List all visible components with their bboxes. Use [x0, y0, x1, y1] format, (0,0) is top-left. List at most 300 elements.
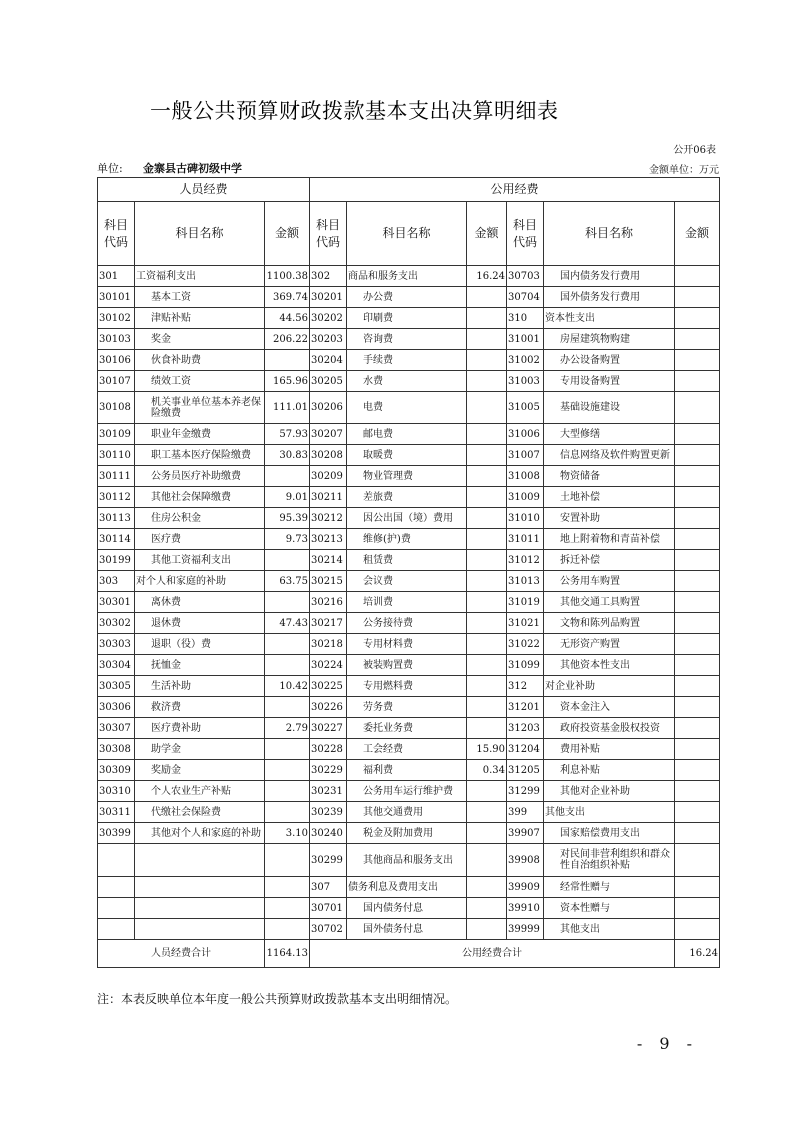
subject-code: 30231 — [310, 781, 347, 802]
subject-code: 30114 — [98, 529, 135, 550]
table-row — [98, 592, 720, 613]
subject-name: 公务用车购置 — [544, 571, 675, 592]
table-row — [98, 676, 720, 697]
subject-name: 退休费 — [135, 613, 265, 634]
subject-code: 39910 — [507, 898, 544, 919]
column-header-row — [98, 202, 720, 266]
subject-name: 因公出国（境）费用 — [347, 508, 467, 529]
form-number: 公开06表 — [673, 145, 716, 156]
amount-cell — [467, 466, 507, 487]
subject-code: 30239 — [310, 802, 347, 823]
amount-cell — [467, 308, 507, 329]
subject-code: 307 — [310, 877, 347, 898]
amount-cell — [265, 655, 310, 676]
amount-cell — [265, 550, 310, 571]
subject-code: 39908 — [507, 844, 544, 877]
subject-name: 安置补助 — [544, 508, 675, 529]
subject-code: 39909 — [507, 877, 544, 898]
name-header: 科目名称 — [544, 202, 675, 266]
subject-code: 39999 — [507, 919, 544, 940]
name-header: 科目名称 — [135, 202, 265, 266]
subject-name: 费用补贴 — [544, 739, 675, 760]
table-row — [98, 634, 720, 655]
amount-cell — [467, 781, 507, 802]
amount-cell: 95.39 — [265, 508, 310, 529]
amount-cell — [675, 571, 720, 592]
table-row — [98, 823, 720, 844]
subject-name: 文物和陈列品购置 — [544, 613, 675, 634]
group-header-row — [98, 178, 720, 202]
amount-cell — [675, 739, 720, 760]
subject-name: 退职（役）费 — [135, 634, 265, 655]
money-unit: 金额单位：万元 — [649, 165, 719, 176]
subject-code: 31011 — [507, 529, 544, 550]
amount-cell — [265, 802, 310, 823]
amount-cell — [467, 919, 507, 940]
unit-label: 单位: — [97, 162, 123, 175]
subject-name: 办公设备购置 — [544, 350, 675, 371]
subject-name: 电费 — [347, 392, 467, 424]
table-row — [98, 697, 720, 718]
subject-code: 30107 — [98, 371, 135, 392]
table-row — [98, 529, 720, 550]
subject-name: 会议费 — [347, 571, 467, 592]
subject-name: 政府投资基金股权投资 — [544, 718, 675, 739]
subject-name: 职工基本医疗保险缴费 — [135, 445, 265, 466]
subject-code: 30106 — [98, 350, 135, 371]
subject-code: 30701 — [310, 898, 347, 919]
subject-name: 手续费 — [347, 350, 467, 371]
subject-code: 31205 — [507, 760, 544, 781]
subject-name — [135, 877, 265, 898]
subject-name: 商品和服务支出 — [347, 266, 467, 287]
subject-name: 地上附着物和青苗补偿 — [544, 529, 675, 550]
amount-cell — [467, 445, 507, 466]
subject-code: 310 — [507, 308, 544, 329]
subject-name: 福利费 — [347, 760, 467, 781]
amount-cell: 30.83 — [265, 445, 310, 466]
amount-cell — [675, 823, 720, 844]
subject-code: 30214 — [310, 550, 347, 571]
table-row — [98, 266, 720, 287]
subject-name: 咨询费 — [347, 329, 467, 350]
subject-code: 30110 — [98, 445, 135, 466]
subject-name: 其他交通费用 — [347, 802, 467, 823]
table-row — [98, 308, 720, 329]
subject-code: 30306 — [98, 697, 135, 718]
amount-cell — [675, 371, 720, 392]
subject-code: 30216 — [310, 592, 347, 613]
subject-code: 30199 — [98, 550, 135, 571]
table-row — [98, 487, 720, 508]
subject-name: 其他资本性支出 — [544, 655, 675, 676]
amount-cell — [265, 634, 310, 655]
subject-code: 30310 — [98, 781, 135, 802]
amount-cell — [467, 718, 507, 739]
subject-code: 30207 — [310, 424, 347, 445]
amount-cell — [675, 350, 720, 371]
subject-code: 30228 — [310, 739, 347, 760]
amount-cell — [265, 592, 310, 613]
subject-name: 对民间非营利组织和群众性自治组织补贴 — [544, 844, 675, 877]
subject-name: 差旅费 — [347, 487, 467, 508]
table-row — [98, 550, 720, 571]
amount-cell: 165.96 — [265, 371, 310, 392]
amount-cell: 369.74 — [265, 287, 310, 308]
subject-name: 基本工资 — [135, 287, 265, 308]
subject-name: 国外债务发行费用 — [544, 287, 675, 308]
subject-code: 303 — [98, 571, 135, 592]
amount-cell — [675, 802, 720, 823]
subject-code: 30108 — [98, 392, 135, 424]
subject-name: 专用设备购置 — [544, 371, 675, 392]
amount-cell — [467, 676, 507, 697]
subject-name: 无形资产购置 — [544, 634, 675, 655]
subject-code: 30218 — [310, 634, 347, 655]
unit-name: 金寨县古碑初级中学 — [143, 162, 242, 175]
subject-code: 31299 — [507, 781, 544, 802]
amount-cell — [675, 718, 720, 739]
amount-cell — [675, 655, 720, 676]
amount-cell — [265, 739, 310, 760]
personnel-header: 人员经费 — [98, 178, 310, 202]
subject-code: 31001 — [507, 329, 544, 350]
subject-name — [135, 919, 265, 940]
amount-cell — [467, 634, 507, 655]
subject-code: 30102 — [98, 308, 135, 329]
amount-cell — [675, 781, 720, 802]
subject-code — [98, 919, 135, 940]
subject-name: 债务利息及费用支出 — [347, 877, 467, 898]
code-header: 科目代码 — [98, 202, 135, 266]
subject-code: 312 — [507, 676, 544, 697]
subject-code: 30304 — [98, 655, 135, 676]
table-row — [98, 424, 720, 445]
code-header: 科目代码 — [507, 202, 544, 266]
name-header: 科目名称 — [347, 202, 467, 266]
table-row — [98, 898, 720, 919]
amount-cell — [675, 697, 720, 718]
subject-name: 个人农业生产补贴 — [135, 781, 265, 802]
amount-header: 金额 — [675, 202, 720, 266]
subject-code: 30217 — [310, 613, 347, 634]
subject-code: 31021 — [507, 613, 544, 634]
subject-code: 31099 — [507, 655, 544, 676]
subject-code: 302 — [310, 266, 347, 287]
subject-name: 奖励金 — [135, 760, 265, 781]
amount-cell — [675, 392, 720, 424]
subject-code: 31006 — [507, 424, 544, 445]
subject-code: 30215 — [310, 571, 347, 592]
personnel-total-label: 人员经费合计 — [98, 940, 265, 968]
subject-code: 30103 — [98, 329, 135, 350]
amount-cell — [467, 529, 507, 550]
subject-name: 其他对企业补助 — [544, 781, 675, 802]
table-row — [98, 877, 720, 898]
subject-code — [98, 898, 135, 919]
subject-code: 30225 — [310, 676, 347, 697]
footnote: 注：本表反映单位本年度一般公共预算财政拨款基本支出明细情况。 — [97, 992, 458, 1006]
subject-name: 其他商品和服务支出 — [347, 844, 467, 877]
subject-code: 30399 — [98, 823, 135, 844]
subject-code: 30299 — [310, 844, 347, 877]
amount-cell — [467, 329, 507, 350]
subject-name: 医疗费补助 — [135, 718, 265, 739]
amount-cell — [467, 392, 507, 424]
subject-code — [98, 877, 135, 898]
table-row — [98, 508, 720, 529]
subject-code: 30702 — [310, 919, 347, 940]
subject-code: 30302 — [98, 613, 135, 634]
subject-name: 伙食补助费 — [135, 350, 265, 371]
subject-code: 30211 — [310, 487, 347, 508]
subject-name: 资本金注入 — [544, 697, 675, 718]
public-total-label: 公用经费合计 — [310, 940, 675, 968]
subject-code — [98, 844, 135, 877]
subject-code: 31013 — [507, 571, 544, 592]
subject-name: 奖金 — [135, 329, 265, 350]
totals-row — [98, 940, 720, 968]
amount-cell — [675, 676, 720, 697]
amount-header: 金额 — [265, 202, 310, 266]
subject-code: 30111 — [98, 466, 135, 487]
amount-cell — [675, 919, 720, 940]
amount-cell — [467, 287, 507, 308]
subject-code: 30224 — [310, 655, 347, 676]
amount-cell: 111.01 — [265, 392, 310, 424]
subject-name: 经常性赠与 — [544, 877, 675, 898]
subject-code: 30204 — [310, 350, 347, 371]
unit-row — [97, 160, 719, 176]
table-row — [98, 350, 720, 371]
subject-code: 30305 — [98, 676, 135, 697]
subject-code: 31003 — [507, 371, 544, 392]
subject-name: 其他交通工具购置 — [544, 592, 675, 613]
subject-name: 维修(护)费 — [347, 529, 467, 550]
subject-name: 房屋建筑物购建 — [544, 329, 675, 350]
subject-code: 30229 — [310, 760, 347, 781]
amount-cell — [467, 424, 507, 445]
subject-name: 国内债务发行费用 — [544, 266, 675, 287]
subject-name: 对个人和家庭的补助 — [135, 571, 265, 592]
amount-cell — [265, 350, 310, 371]
subject-name: 税金及附加费用 — [347, 823, 467, 844]
subject-name — [135, 898, 265, 919]
subject-name: 对企业补助 — [544, 676, 675, 697]
amount-cell — [675, 466, 720, 487]
subject-code: 31009 — [507, 487, 544, 508]
subject-name — [135, 844, 265, 877]
subject-name: 工会经费 — [347, 739, 467, 760]
subject-code: 31204 — [507, 739, 544, 760]
subject-code: 30309 — [98, 760, 135, 781]
subject-name: 培训费 — [347, 592, 467, 613]
subject-code: 30201 — [310, 287, 347, 308]
table-row — [98, 371, 720, 392]
amount-cell — [265, 760, 310, 781]
personnel-total-value: 1164.13 — [265, 940, 310, 968]
amount-cell — [467, 487, 507, 508]
subject-name: 公务接待费 — [347, 613, 467, 634]
page-number: - 9 - — [636, 1034, 698, 1053]
table-row — [98, 445, 720, 466]
amount-cell — [467, 571, 507, 592]
amount-header: 金额 — [467, 202, 507, 266]
amount-cell — [675, 550, 720, 571]
amount-cell — [467, 613, 507, 634]
subject-name: 工资福利支出 — [135, 266, 265, 287]
subject-name: 信息网络及软件购置更新 — [544, 445, 675, 466]
amount-cell: 1100.38 — [265, 266, 310, 287]
amount-cell — [675, 898, 720, 919]
subject-code: 31022 — [507, 634, 544, 655]
subject-name: 其他工资福利支出 — [135, 550, 265, 571]
amount-cell: 9.73 — [265, 529, 310, 550]
amount-cell — [467, 655, 507, 676]
subject-name: 资本性赠与 — [544, 898, 675, 919]
subject-name: 住房公积金 — [135, 508, 265, 529]
subject-code: 30202 — [310, 308, 347, 329]
subject-code: 30206 — [310, 392, 347, 424]
subject-code: 30205 — [310, 371, 347, 392]
subject-code: 30101 — [98, 287, 135, 308]
amount-cell: 57.93 — [265, 424, 310, 445]
subject-code: 31008 — [507, 466, 544, 487]
table-row — [98, 392, 720, 424]
subject-name: 资本性支出 — [544, 308, 675, 329]
subject-name: 助学金 — [135, 739, 265, 760]
subject-name: 基础设施建设 — [544, 392, 675, 424]
amount-cell — [467, 697, 507, 718]
amount-cell — [265, 781, 310, 802]
table-row — [98, 613, 720, 634]
subject-name: 代缴社会保险费 — [135, 802, 265, 823]
subject-name: 公务用车运行维护费 — [347, 781, 467, 802]
amount-cell — [675, 445, 720, 466]
amount-cell — [467, 550, 507, 571]
table-row — [98, 718, 720, 739]
amount-cell — [265, 919, 310, 940]
table-row — [98, 571, 720, 592]
amount-cell — [265, 898, 310, 919]
amount-cell: 206.22 — [265, 329, 310, 350]
amount-cell — [467, 898, 507, 919]
subject-name: 印刷费 — [347, 308, 467, 329]
subject-name: 其他社会保障缴费 — [135, 487, 265, 508]
amount-cell — [675, 487, 720, 508]
amount-cell — [675, 844, 720, 877]
table-row — [98, 739, 720, 760]
subject-name: 救济费 — [135, 697, 265, 718]
amount-cell — [675, 592, 720, 613]
subject-name: 委托业务费 — [347, 718, 467, 739]
table-row — [98, 781, 720, 802]
subject-code: 30227 — [310, 718, 347, 739]
amount-cell — [675, 266, 720, 287]
subject-name: 医疗费 — [135, 529, 265, 550]
amount-cell — [467, 350, 507, 371]
subject-code: 30311 — [98, 802, 135, 823]
subject-code: 39907 — [507, 823, 544, 844]
table-row — [98, 760, 720, 781]
subject-code: 30226 — [310, 697, 347, 718]
subject-name: 职业年金缴费 — [135, 424, 265, 445]
subject-name: 拆迁补偿 — [544, 550, 675, 571]
subject-name: 生活补助 — [135, 676, 265, 697]
subject-name: 其他支出 — [544, 919, 675, 940]
subject-code: 31012 — [507, 550, 544, 571]
amount-cell — [675, 287, 720, 308]
amount-cell: 47.43 — [265, 613, 310, 634]
subject-code: 30212 — [310, 508, 347, 529]
amount-cell — [675, 634, 720, 655]
subject-name: 邮电费 — [347, 424, 467, 445]
subject-code: 301 — [98, 266, 135, 287]
subject-code: 30308 — [98, 739, 135, 760]
code-header: 科目代码 — [310, 202, 347, 266]
subject-name: 办公费 — [347, 287, 467, 308]
subject-name: 劳务费 — [347, 697, 467, 718]
amount-cell — [675, 613, 720, 634]
subject-code: 31019 — [507, 592, 544, 613]
subject-name: 大型修缮 — [544, 424, 675, 445]
amount-cell — [675, 329, 720, 350]
table-row — [98, 844, 720, 877]
table-row — [98, 287, 720, 308]
subject-code: 31007 — [507, 445, 544, 466]
subject-name: 其他支出 — [544, 802, 675, 823]
amount-cell — [467, 508, 507, 529]
amount-cell: 3.10 — [265, 823, 310, 844]
subject-name: 利息补贴 — [544, 760, 675, 781]
subject-name: 物资储备 — [544, 466, 675, 487]
subject-code: 31002 — [507, 350, 544, 371]
subject-name: 水费 — [347, 371, 467, 392]
amount-cell: 0.34 — [467, 760, 507, 781]
subject-name: 国内债务付息 — [347, 898, 467, 919]
subject-name: 国外债务付息 — [347, 919, 467, 940]
subject-name: 租赁费 — [347, 550, 467, 571]
subject-name: 被装购置费 — [347, 655, 467, 676]
subject-code: 30303 — [98, 634, 135, 655]
subject-name: 离休费 — [135, 592, 265, 613]
subject-code: 30704 — [507, 287, 544, 308]
amount-cell: 16.24 — [467, 266, 507, 287]
table-row — [98, 329, 720, 350]
amount-cell — [675, 508, 720, 529]
subject-code: 31010 — [507, 508, 544, 529]
amount-cell — [675, 308, 720, 329]
subject-code: 30203 — [310, 329, 347, 350]
amount-cell — [675, 877, 720, 898]
subject-code: 30209 — [310, 466, 347, 487]
subject-code: 30213 — [310, 529, 347, 550]
amount-cell: 2.79 — [265, 718, 310, 739]
subject-name: 物业管理费 — [347, 466, 467, 487]
amount-cell: 9.01 — [265, 487, 310, 508]
subject-name: 其他对个人和家庭的补助 — [135, 823, 265, 844]
subject-code: 30307 — [98, 718, 135, 739]
amount-cell — [675, 529, 720, 550]
table-row — [98, 466, 720, 487]
amount-cell — [675, 424, 720, 445]
subject-name: 津贴补贴 — [135, 308, 265, 329]
subject-name: 土地补偿 — [544, 487, 675, 508]
subject-name: 国家赔偿费用支出 — [544, 823, 675, 844]
subject-code: 30301 — [98, 592, 135, 613]
subject-code: 30109 — [98, 424, 135, 445]
amount-cell: 44.56 — [265, 308, 310, 329]
